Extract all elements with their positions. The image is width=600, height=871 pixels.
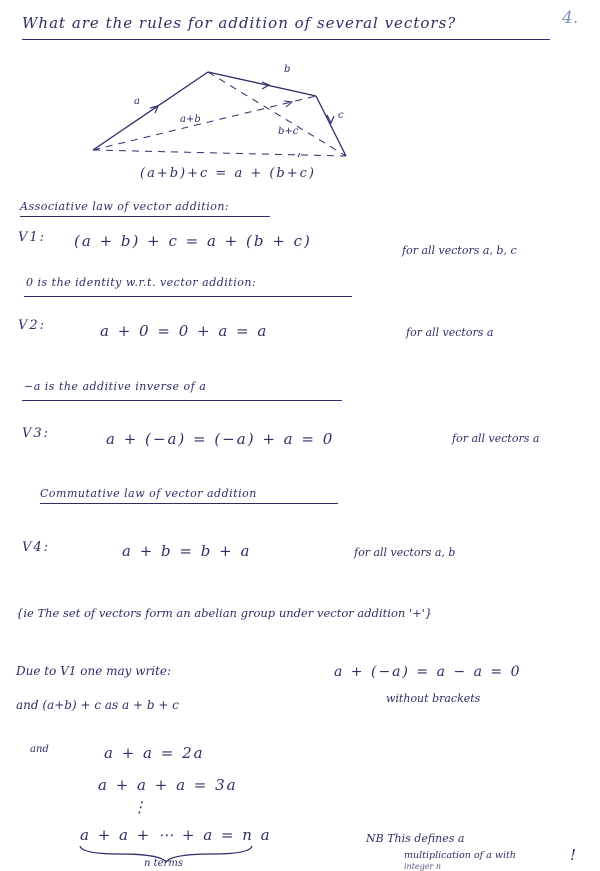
abelian-group-note: {ie The set of vectors form an abelian group under vector addition '+'} xyxy=(16,606,433,620)
v4-tag: V4: xyxy=(22,540,51,555)
v3-tag: V3: xyxy=(22,426,51,441)
v1-tag: V1: xyxy=(18,230,47,245)
label-vector-a: a xyxy=(134,96,140,107)
v4-note: for all vectors a, b xyxy=(354,546,456,559)
nb-note: NB This defines a xyxy=(366,832,465,845)
v3-equation: a + (−a) = (−a) + a = 0 xyxy=(106,430,335,448)
nb-note-line3: integer n xyxy=(404,862,442,871)
label-a-plus-b: a+b xyxy=(180,114,201,125)
inverse-subtraction-equation: a + (−a) = a − a = 0 xyxy=(334,664,522,680)
page-title: What are the rules for addition of several vectors? xyxy=(22,14,457,32)
v3-note: for all vectors a xyxy=(452,432,540,445)
v1-note: for all vectors a, b, c xyxy=(402,244,517,257)
v2-note: for all vectors a xyxy=(406,326,494,339)
v2-tag: V2: xyxy=(18,318,47,333)
brackets-line: and (a+b) + c as a + b + c xyxy=(16,698,179,712)
three-a-equation: a + a + a = 3a xyxy=(98,776,238,794)
label-vector-b: b xyxy=(284,64,291,75)
identity-heading: 0 is the identity w.r.t. vector addition: xyxy=(26,276,257,289)
n-terms-label: n terms xyxy=(144,858,183,869)
label-b-plus-c: b+c xyxy=(278,126,299,137)
page-number: 4. xyxy=(562,8,579,28)
inverse-heading: −a is the additive inverse of a xyxy=(24,380,207,393)
and-label: and xyxy=(30,744,49,755)
associative-heading: Associative law of vector addition: xyxy=(20,200,230,213)
exclamation-mark: ! xyxy=(570,846,579,864)
nb-note-line2: multiplication of a with xyxy=(404,850,516,861)
v1-equation: (a + b) + c = a + (b + c) xyxy=(74,232,312,250)
diagram-caption: (a+b)+c = a + (b+c) xyxy=(140,166,316,181)
vertical-dots: ⋮ xyxy=(132,798,149,816)
v2-equation: a + 0 = 0 + a = a xyxy=(100,322,269,340)
commutative-heading: Commutative law of vector addition xyxy=(40,487,257,500)
label-vector-c: c xyxy=(338,110,344,121)
due-to-line: Due to V1 one may write: xyxy=(16,664,172,678)
without-brackets-note: without brackets xyxy=(386,692,481,705)
two-a-equation: a + a = 2a xyxy=(104,744,205,762)
v4-equation: a + b = b + a xyxy=(122,542,252,560)
n-a-equation: a + a + ⋯ + a = n a xyxy=(80,826,272,844)
